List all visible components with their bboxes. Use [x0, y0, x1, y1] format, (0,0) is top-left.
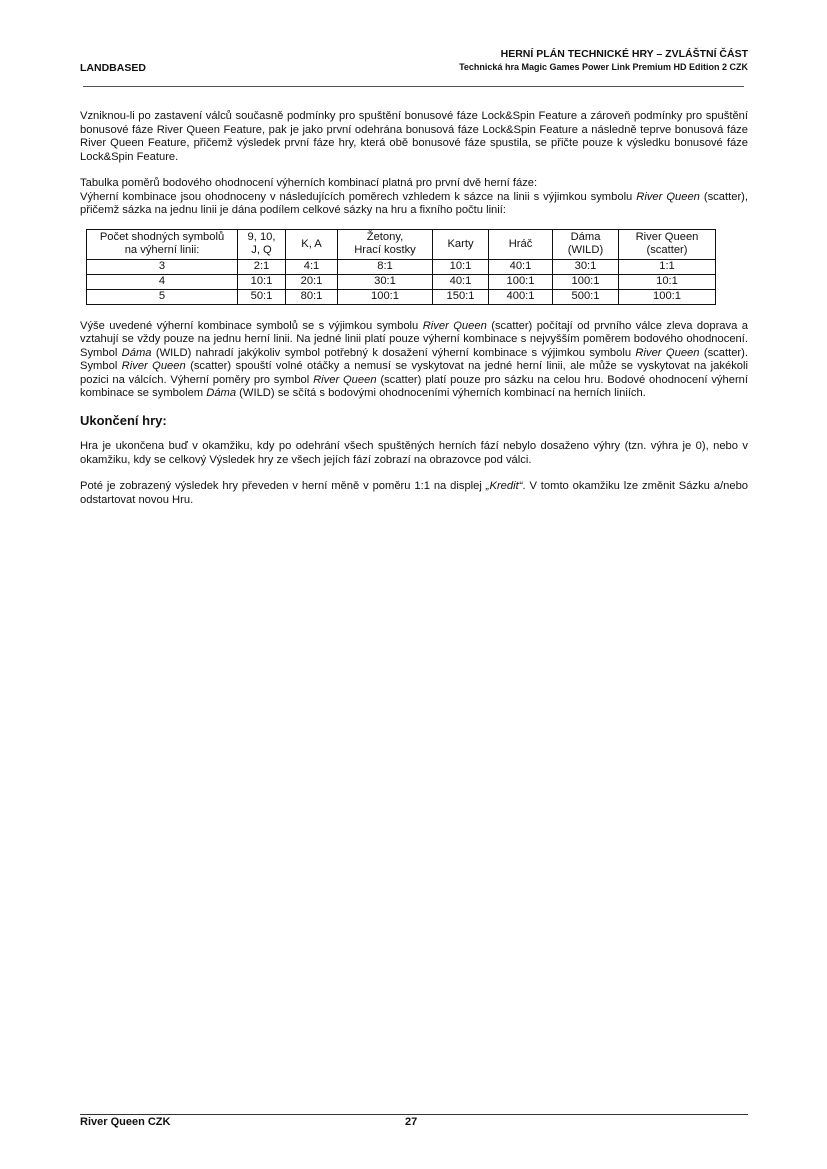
- table-cell: 8:1: [338, 259, 433, 274]
- table-cell: 100:1: [489, 274, 553, 289]
- table-cell: 100:1: [553, 274, 619, 289]
- table-intro-line: Tabulka poměrů bodového ohodnocení výherních kombinací platná pro první dvě herní fáze:: [80, 177, 538, 189]
- table-cell: 500:1: [553, 289, 619, 304]
- table-row: [87, 289, 716, 304]
- table-body: [87, 259, 716, 304]
- table-cell: 10:1: [433, 259, 489, 274]
- header-divider: [83, 86, 744, 87]
- table-header-cell: River Queen (scatter): [619, 229, 716, 259]
- table-cell: 100:1: [619, 289, 716, 304]
- italic-term: River Queen: [635, 346, 700, 359]
- table-cell: 2:1: [238, 259, 286, 274]
- table-cell: 4: [87, 274, 238, 289]
- page-number: 27: [405, 1116, 418, 1128]
- paragraph-game-end: Hra je ukončena buď v okamžiku, kdy po odehrání všech spuštěných herních fází nebylo dosaženo výhry (tzn. výhra je 0), nebo v okamžiku, kdy se celkový Výsledek hry ze všech jejích fází zobrazí na obrazovce pod válci.: [80, 440, 748, 466]
- italic-term: River Queen: [422, 319, 487, 332]
- table-header-cell: Karty: [433, 229, 489, 259]
- paragraph-bonus-order: Vzniknou-li po zastavení válců současně podmínky pro spuštění bonusové fáze Lock&Spin Feature a zároveň podmínky pro spuštění bonusové fáze River Queen Feature, pak je jako první odehrána bonusová fáze Lock&Spin Feature a následně teprve bonusová fáze River Queen Feature, přičemž výsledek první fáze hry, která obě bonusové fáze spustila, se přičte pouze k výsledku bonusové fáze Lock&Spin Feature.: [80, 110, 748, 163]
- italic-term: Dáma: [206, 387, 237, 399]
- table-header-cell: 9, 10, J, Q: [238, 229, 286, 259]
- header-left-label: LANDBASED: [80, 62, 146, 74]
- paragraph-rules: [80, 320, 748, 401]
- table-cell: 3: [87, 259, 238, 274]
- table-intro-text: Výherní kombinace jsou ohodnoceny v následujících poměrech vzhledem k sázce na linii s výjimkou symbolu: [80, 190, 637, 203]
- header-title: HERNÍ PLÁN TECHNICKÉ HRY – ZVLÁŠTNÍ ČÁST: [500, 48, 748, 60]
- table-cell: 5: [87, 289, 238, 304]
- table-cell: 40:1: [489, 259, 553, 274]
- text-run: (scatter) spouští volné otáčky a nemusí se vyskytovat na jedné herní linii, ale může se vyskytovat na jakékoli pozici na válcích. Výherní poměry pro symbol: [80, 360, 748, 386]
- text-run: (scatter) platí pouze pro sázku na celou hru. Bodové ohodnocení výherní kombinace se symbolem: [80, 373, 749, 399]
- table-header-row: [87, 229, 716, 259]
- table-cell: 10:1: [619, 274, 716, 289]
- table-header-cell: Hráč: [489, 229, 553, 259]
- table-cell: 30:1: [553, 259, 619, 274]
- text-run: (scatter) počítají od prvního válce zleva doprava a vztahují se vždy pouze na jednu herní linii. Na jedné linii platí pouze výherní kombinace s nejvyšším poměrem bodového ohodnocení. Symbol: [80, 319, 748, 359]
- paragraph-table-intro: [80, 177, 748, 218]
- text-run: (scatter). Symbol: [80, 346, 748, 372]
- italic-term: Dáma: [121, 346, 152, 359]
- footer-divider: [80, 1114, 748, 1115]
- header-right: [459, 48, 748, 73]
- text-run: (WILD) se sčítá s bodovými ohodnoceními výherních kombinací na herních liniích.: [236, 387, 646, 399]
- table-row: [87, 259, 716, 274]
- section-heading-game-end: Ukončení hry:: [80, 412, 167, 428]
- paragraph-credit: [80, 480, 748, 507]
- table-cell: 40:1: [433, 274, 489, 289]
- italic-term: River Queen: [121, 360, 186, 372]
- table-cell: 100:1: [338, 289, 433, 304]
- table-cell: 50:1: [238, 289, 286, 304]
- table-header-cell: Žetony, Hrací kostky: [338, 229, 433, 259]
- table-intro-italic: River Queen: [636, 190, 700, 203]
- table-cell: 1:1: [619, 259, 716, 274]
- italic-term: River Queen: [313, 373, 377, 386]
- table-cell: 400:1: [489, 289, 553, 304]
- table-cell: 150:1: [433, 289, 489, 304]
- page-header: [80, 48, 748, 86]
- page-content: [80, 110, 748, 520]
- table-header-cell: K, A: [286, 229, 338, 259]
- table-intro-text-end: (scatter), přičemž sázka na jednu linii je dána podílem celkové sázky na hru a fixního počtu linií:: [80, 190, 748, 216]
- footer-title: River Queen CZK: [80, 1116, 171, 1128]
- credit-text: Poté je zobrazený výsledek hry převeden v herní měně v poměru 1:1 na displej: [80, 480, 486, 492]
- table-cell: 30:1: [338, 274, 433, 289]
- table-cell: 20:1: [286, 274, 338, 289]
- table-header-cell: Dáma (WILD): [553, 229, 619, 259]
- table-cell: 4:1: [286, 259, 338, 274]
- header-subtitle: Technická hra Magic Games Power Link Premium HD Edition 2 CZK: [459, 62, 748, 72]
- payout-table: [86, 229, 716, 305]
- table-cell: 80:1: [286, 289, 338, 304]
- table-cell: 10:1: [238, 274, 286, 289]
- table-header-cell: Počet shodných symbolů na výherní linii:: [87, 229, 238, 259]
- text-run: (WILD) nahradí jakýkoliv symbol potřebný k dosažení výherní kombinace s výjimkou symbolu: [151, 346, 636, 359]
- credit-italic: „Kredit“: [485, 480, 523, 492]
- text-run: Výše uvedené výherní kombinace symbolů se s výjimkou symbolu: [80, 319, 423, 332]
- credit-text-end: . V tomto okamžiku lze změnit Sázku a/nebo odstartovat novou Hru.: [80, 480, 749, 506]
- table-row: [87, 274, 716, 289]
